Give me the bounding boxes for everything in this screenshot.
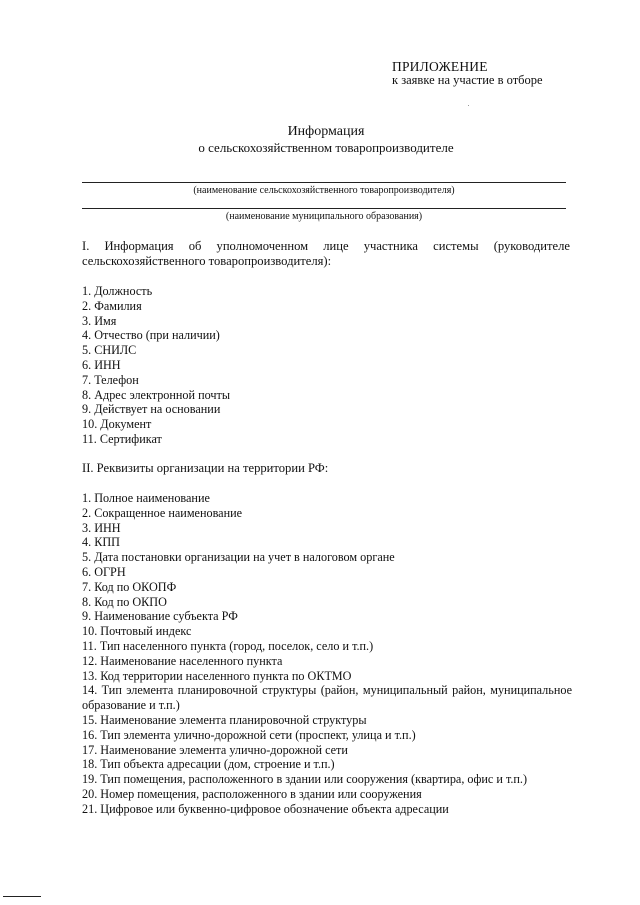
list-item: 20. Номер помещения, расположенного в здании или сооружения bbox=[82, 786, 422, 801]
scan-speck bbox=[468, 105, 469, 106]
list-item: 7. Код по ОКОПФ bbox=[82, 579, 177, 594]
list-item: 6. ИНН bbox=[82, 357, 121, 372]
list-item: 5. СНИЛС bbox=[82, 343, 137, 358]
list-item: 2. Фамилия bbox=[82, 298, 142, 313]
footnote-separator bbox=[3, 896, 41, 897]
list-item: 7. Телефон bbox=[82, 372, 139, 387]
municipality-name-caption: (наименование муниципального образования) bbox=[225, 211, 423, 222]
list-item: 4. КПП bbox=[82, 535, 120, 550]
municipality-name-line bbox=[82, 208, 566, 209]
list-item: 18. Тип объекта адресации (дом, строение и т.п.) bbox=[82, 757, 335, 772]
list-item: 8. Код по ОКПО bbox=[82, 594, 167, 609]
section-2-list bbox=[82, 491, 572, 817]
section-1-heading: I. Информация об уполномоченном лице участника системы (руководителе сельскохозяйственного товаропроизводителя): bbox=[82, 239, 570, 268]
list-item: 6. ОГРН bbox=[82, 564, 126, 579]
list-item: 3. Имя bbox=[82, 313, 117, 328]
list-item: 12. Наименование населенного пункта bbox=[82, 653, 283, 668]
list-item: 14. Тип элемента планировочной структуры (район, муниципальный район, муниципальное образование и т.п.) bbox=[82, 683, 572, 713]
list-item: 4. Отчество (при наличии) bbox=[82, 328, 220, 343]
appendix-title: ПРИЛОЖЕНИЕ bbox=[392, 59, 488, 74]
document-title: Информация bbox=[287, 124, 365, 139]
list-item: 10. Документ bbox=[82, 417, 152, 432]
list-item: 15. Наименование элемента планировочной структуры bbox=[82, 712, 367, 727]
producer-name-caption: (наименование сельскохозяйственного товаропроизводителя) bbox=[193, 185, 455, 196]
list-item: 19. Тип помещения, расположенного в здании или сооружения (квартира, офис и т.п.) bbox=[82, 772, 528, 787]
document-subtitle: о сельскохозяйственном товаропроизводителе bbox=[198, 140, 454, 155]
list-item: 9. Действует на основании bbox=[82, 402, 221, 417]
list-item: 10. Почтовый индекс bbox=[82, 624, 192, 639]
list-item: 1. Должность bbox=[82, 284, 153, 298]
list-item: 5. Дата постановки организации на учет в налоговом органе bbox=[82, 550, 395, 565]
section-2-heading: II. Реквизиты организации на территории РФ: bbox=[82, 461, 329, 475]
list-item: 13. Код территории населенного пункта по ОКТМО bbox=[82, 668, 352, 683]
list-item: 17. Наименование элемента улично-дорожной сети bbox=[82, 742, 348, 757]
list-item: 21. Цифровое или буквенно-цифровое обозначение объекта адресации bbox=[82, 801, 449, 816]
list-item: 2. Сокращенное наименование bbox=[82, 505, 243, 520]
producer-name-line bbox=[82, 182, 566, 183]
section-1-list bbox=[82, 284, 572, 447]
appendix-subtitle: к заявке на участие в отборе bbox=[392, 73, 543, 87]
list-item: 1. Полное наименование bbox=[82, 491, 210, 505]
list-item: 9. Наименование субъекта РФ bbox=[82, 609, 238, 624]
list-item: 11. Сертификат bbox=[82, 431, 162, 446]
list-item: 3. ИНН bbox=[82, 520, 121, 535]
list-item: 16. Тип элемента улично-дорожной сети (проспект, улица и т.п.) bbox=[82, 727, 416, 742]
list-item: 11. Тип населенного пункта (город, поселок, село и т.п.) bbox=[82, 638, 374, 653]
list-item: 8. Адрес электронной почты bbox=[82, 387, 231, 402]
